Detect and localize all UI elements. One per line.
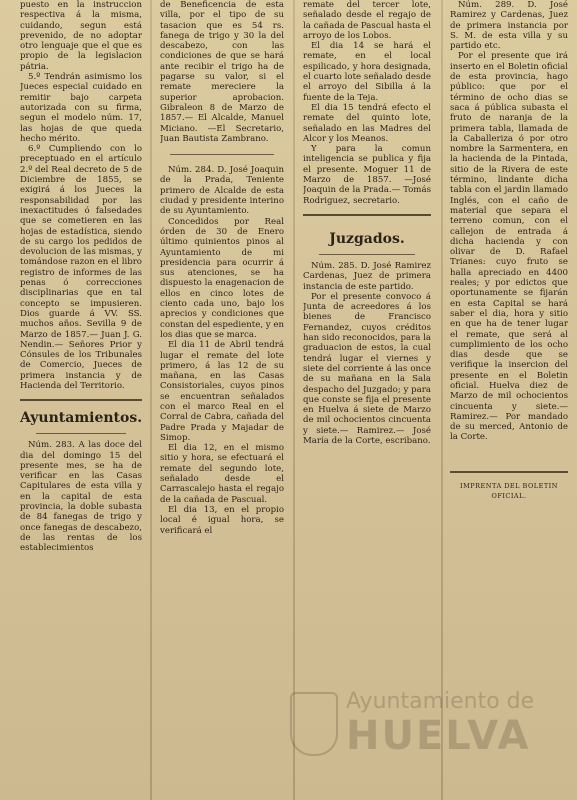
column-3	[303, 0, 431, 800]
coat-of-arms-icon	[290, 692, 338, 756]
watermark-line-1: Ayuntamiento de	[346, 689, 535, 714]
paragraph: Por el presente convoco á Junta de acreedores á los bienes de Francisco Fernandez, cuyos créditos han sido reconocidos, para la graduacion de estos, la cual tendrá lugar el viernes y siete del corriente á las once de su mañana en la Sala despacho del Juzgado; y para que conste se fija el presente en Huelva á siete de Marzo de mil ochocientos cincuenta y siete.— Ramirez.— José María de la Corte, escribano.	[303, 291, 431, 446]
column-rule	[441, 0, 443, 800]
column-rule	[150, 0, 152, 800]
paragraph: Núm. 285. D. José Ramirez Cardenas, Juez de primera instancia de este partido.	[303, 260, 431, 292]
paragraph: El dia 14 se hará el remate, en el local espilicado, y hora designada, el cuarto lote señalado desde el arroyo del Sibilla á la fuente de la Teja.	[303, 41, 431, 103]
paragraph: Concedidos por Real órden de 30 de Enero último quinientos pinos al Ayuntamiento de mi presidencia para ocurrir á sus atenciones, se ha dispuesto la enagenacion de ellos en cinco lotes de ciento cada uno, bajo los aprecios y condiciones que constan del espediente, y en los dias que se marca.	[160, 216, 284, 340]
paragraph: remate del tercer lote, señalado desde el regajo de la cañada de Pascual hasta el arroyo de los Lobos.	[303, 0, 431, 41]
paragraph: El dia 13, en el propio local é igual hora, se verificará el	[160, 504, 284, 536]
heading-divider	[319, 254, 415, 255]
watermark-line-2: HUELVA	[346, 713, 531, 759]
paragraph: puesto en la instruccion respectiva á la misma, cuidando, segun está prevenido, de no adoptar otro lenguaje que el que es propio de la legislacion pátria.	[20, 0, 142, 72]
section-divider	[20, 399, 142, 401]
column-2	[160, 0, 284, 800]
paragraph: Núm. 284. D. José Joaquin de la Prada, Teniente primero de Alcalde de esta ciudad y presidente interino de su Ayuntamiento.	[160, 165, 284, 217]
paragraph: Y para la comun inteligencia se publica y fija el presente. Moguer 11 de Marzo de 1857. —José Joaquin de la Prada.— Tomás Rodriguez, secretario.	[303, 144, 431, 206]
section-heading-ayuntamientos: Ayuntamientos.	[20, 410, 142, 427]
paragraph: 6.º Cumpliendo con lo preceptuado en el artículo 2.º del Real decreto de 5 de Diciembre de 1855, se exigirá á los Jueces la responsabilidad por las inexactitudes ó falsedades que se cometieren en las hojas de estadística, siendo de su cargo los pedidos de devolucion de las mismas, y tomándose razon en el libro registro de informes de las penas ó correcciones disciplinarias que en tal concepto se impusieren. Dios guarde á VV. SS. muchos años. Sevilla 9 de Marzo de 1857.— Juan J. G. Nendin.— Señores Prior y Cónsules de los Tribunales de Comercio, Jueces de primera instancia y de Hacienda del Territorio.	[20, 144, 142, 391]
section-divider	[303, 214, 431, 216]
column-4	[450, 0, 568, 800]
paragraph: 5.º Tendrán asimismo los Jueces especial cuidado en remitir bajo carpeta autorizada con su firma, segun el modelo núm. 17, las hojas de que queda hecho mérito.	[20, 72, 142, 144]
section-divider	[450, 471, 568, 473]
paragraph: El dia 11 de Abril tendrá lugar el remate del lote primero, á las 12 de su mañana, en las Casas Consistoriales, cuyos pinos se encuentran señalados con el marco Real en el Corral de Cabra, cañada del Padre Prada y Majadar de Simop.	[160, 340, 284, 443]
paragraph: Núm. 283. A las doce del dia del domingo 15 del presente mes, se ha de verificar en las Casas Capitulares de esta villa y en la capital de esta provincia, la doble subasta de 84 fanegas de trigo y once fanegas de descabezo, de las rentas de los establecimientos	[20, 440, 142, 554]
column-rule	[293, 0, 295, 800]
printer-imprint: IMPRENTA DEL BOLETIN OFICIAL.	[460, 481, 558, 501]
paragraph: El dia 15 tendrá efecto el remate del quinto lote, señalado en las Madres del Alcor y los Meanos.	[303, 102, 431, 144]
paragraph: Núm. 289. D. José Ramirez y Cardenas, Juez de primera instancia por S. M. de esta villa y su partido etc.	[450, 0, 568, 52]
section-heading-juzgados: Juzgados.	[329, 230, 405, 247]
paragraph: El dia 12, en el mismo sitio y hora, se efectuará el remate del segundo lote, señalado desde el Carrascalejo hasta el regajo de la cañada de Pascual.	[160, 443, 284, 505]
column-1	[20, 0, 142, 800]
heading-divider	[36, 433, 126, 434]
paragraph: Por el presente que irá inserto en el Boletin oficial de esta provincia, hago público: que por el término de ocho dias se saca á pública subasta el fruto de naranja de la primera tabla, llamada de la Caballeriza ó por otro nombre la Sarmentera, en la hacienda de la Pintada, sitio de la Rivera de este término, lindante dicha tabla con el jardin llamado Inglés, con el caño de material que separa el terreno comun, con el callejon de entrada á dicha hacienda y con olivar de D. Rafael Trianes: cuyo fruto se halla apreciado en 4400 reales; y por edictos que oportunamente se fijarán en esta Capital se hará saber el dia, hora y sitio en que ha de tener lugar el remate, que será al cumplimiento de los ocho dias desde que se verifique la insercion del presente en el Boletin oficial. Huelva diez de Marzo de mil ochocientos cincuenta y siete.— Ramirez.— Por mandado de su merced, Antonio de la Corte.	[450, 51, 568, 443]
notice-divider	[170, 154, 274, 155]
paragraph: de Beneficencia de esta villa, por el tipo de su tasacion que es 54 rs. fanega de trigo y 30 la del descabezo, con las condiciones de que se hará ante recibir el trigo ha de pagarse su valor, si el remate mereciere la superior aprobacion. Gibraleon 8 de Marzo de 1857.— El Alcalde, Manuel Miciano. —El Secretario, Juan Bautista Zambrano.	[160, 0, 284, 144]
